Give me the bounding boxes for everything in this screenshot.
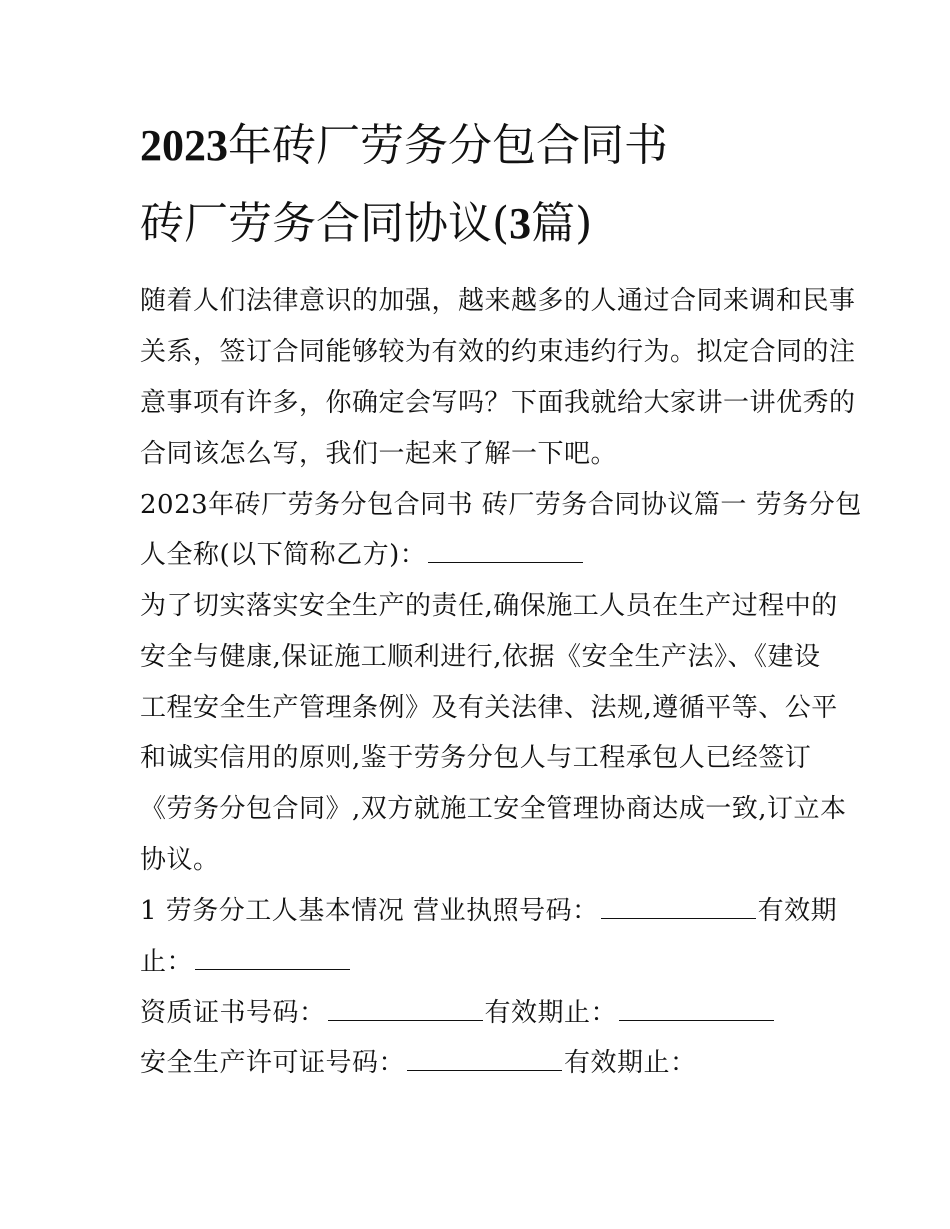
intro-line: 意事项有许多，你确定会写吗？下面我就给大家讲一讲优秀的: [140, 388, 856, 418]
blank-safety-permit-number: [407, 1048, 562, 1071]
body-line: 和诚实信用的原则,鉴于劳务分包人与工程承包人已经签订: [140, 743, 812, 773]
blank-qualification-expiry: [619, 998, 774, 1021]
title-count: 3: [509, 199, 532, 248]
body-line: 工程安全生产管理条例》及有关法律、法规,遵循平等、公平: [140, 693, 838, 723]
intro-line: 合同该怎么写，我们一起来了解一下吧。: [140, 439, 618, 469]
field-label-safety-permit: 安全生产许可证号码：: [140, 1048, 406, 1078]
intro-line: 随着人们法律意识的加强，越来越多的人通过合同来调和民事: [140, 286, 856, 316]
field-label-safety-permit-expiry: 有效期止：: [564, 1048, 697, 1078]
field-label-qualification-expiry: 有效期止：: [484, 998, 618, 1028]
title-text-1: 年砖厂劳务分包合同书: [228, 120, 668, 171]
blank-qualification-number: [328, 998, 483, 1021]
title-text-2b: 篇): [531, 198, 593, 249]
field-label-qualification: 资质证书号码：: [140, 998, 326, 1028]
party-label: 人全称(以下简称乙方)：: [140, 540, 427, 570]
field-label-license: 1 劳务分工人基本情况 营业执照号码：: [140, 896, 599, 926]
blank-party-name: [428, 540, 583, 563]
field-line-qualification: [140, 996, 776, 1030]
party-name-line: [140, 538, 585, 572]
body-line: 为了切实落实安全生产的责任,确保施工人员在生产过程中的: [140, 591, 838, 621]
body-line: 安全与健康,保证施工顺利进行,依据《安全生产法》、《建设: [140, 642, 821, 672]
field-label-expiry: 止：: [140, 947, 194, 977]
body-line: 协议。: [140, 845, 220, 875]
title-year: 2023: [140, 121, 228, 170]
blank-license-expiry: [195, 947, 350, 970]
intro-line: 关系，签订合同能够较为有效的约束违约行为。拟定合同的注: [140, 337, 856, 367]
field-line-license: [140, 894, 837, 928]
title-text-2a: 砖厂劳务合同协议(: [140, 198, 510, 249]
blank-license-number: [601, 896, 756, 919]
section-heading: 2023年砖厂劳务分包合同书 砖厂劳务合同协议篇一 劳务分包: [140, 490, 862, 520]
field-line-safety-permit: [140, 1046, 697, 1080]
document-title-line-1: [140, 118, 668, 174]
field-label-validity: 有效期: [757, 896, 838, 926]
body-line: 《劳务分包合同》,双方就施工安全管理协商达成一致,订立本: [140, 794, 847, 824]
document-title-line-2: [140, 196, 592, 252]
field-line-license-expiry: [140, 945, 352, 979]
